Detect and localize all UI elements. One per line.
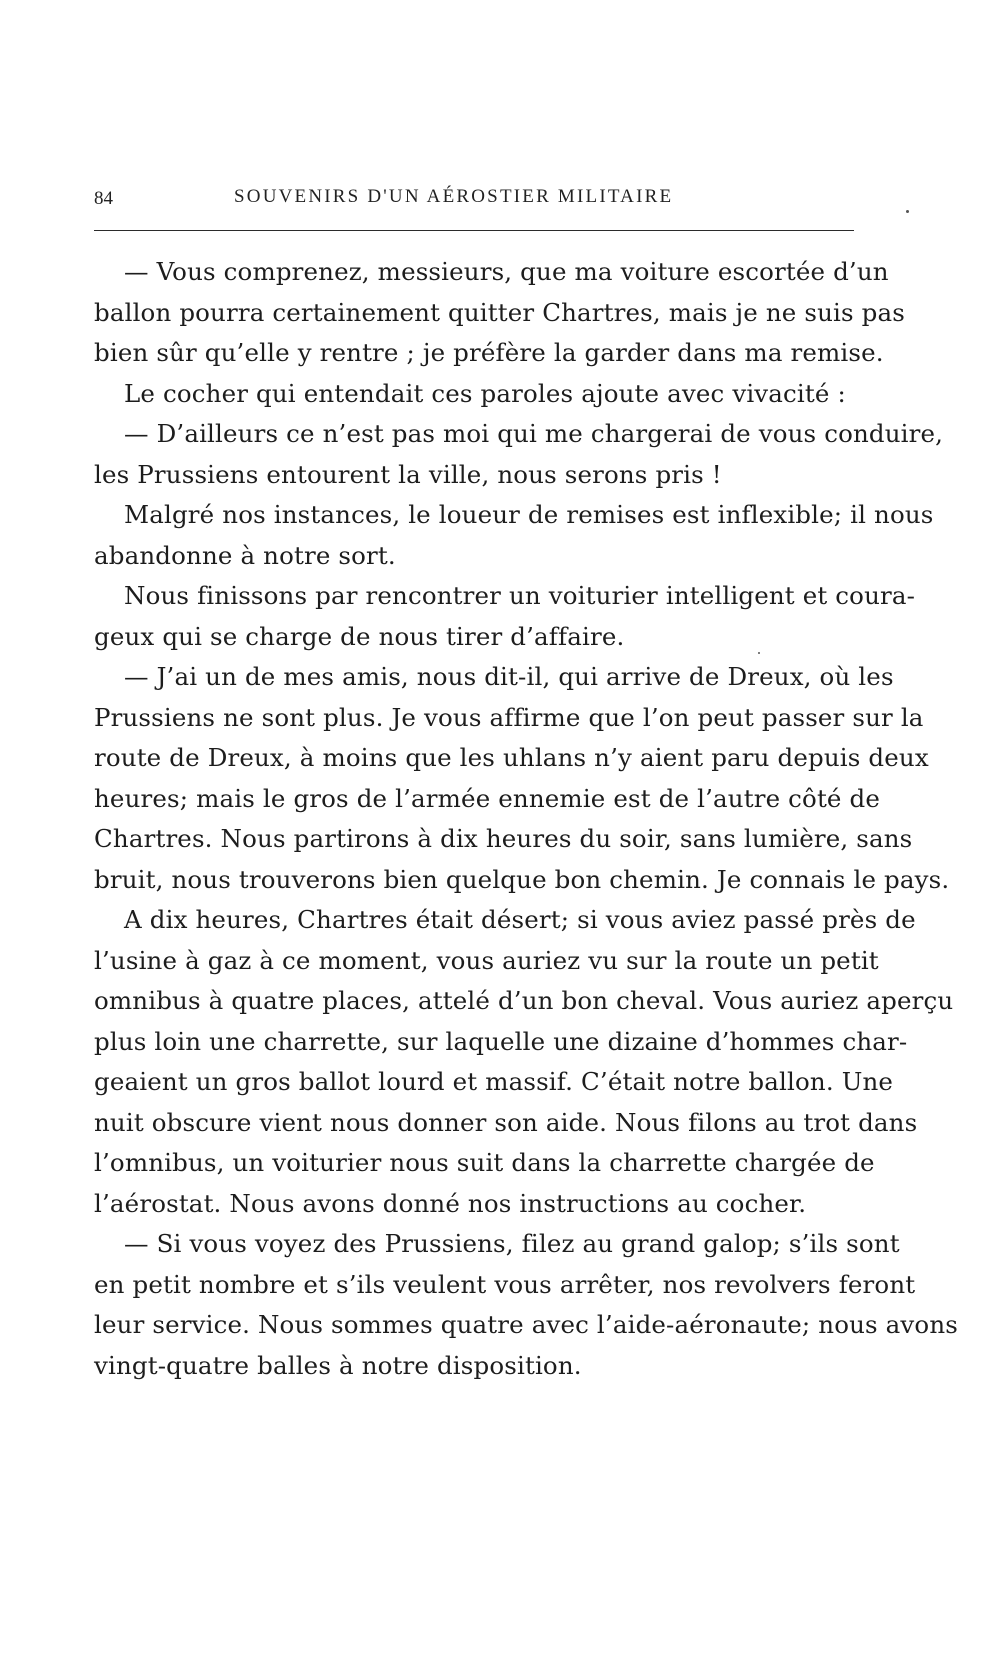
header-rule [94, 230, 854, 231]
running-title: SOUVENIRS D'UN AÉROSTIER MILITAIRE [234, 186, 674, 207]
text-line: — J’ai un de mes amis, nous dit-il, qui arrive de Dreux, où les [124, 662, 894, 691]
body-text [94, 252, 958, 1386]
text-line: omnibus à quatre places, attelé d’un bon cheval. Vous auriez aperçu [94, 986, 954, 1015]
text-line: les Prussiens entourent la ville, nous serons pris ! [94, 459, 722, 489]
text-line: ballon pourra certainement quitter Chartres, mais je ne suis pas [94, 297, 905, 327]
text-line: geaient un gros ballot lourd et massif. C’était notre ballon. Une [94, 1067, 894, 1096]
text-line: — D’ailleurs ce n’est pas moi qui me chargerai de vous conduire, [124, 419, 944, 448]
text-line: geux qui se charge de nous tirer d’affaire. [94, 621, 625, 651]
text-line: l’usine à gaz à ce moment, vous auriez vu sur la route un petit [94, 945, 879, 975]
text-line: leur service. Nous sommes quatre avec l’aide-aéronaute; nous avons [94, 1310, 958, 1339]
text-line: bien sûr qu’elle y rentre ; je préfère la garder dans ma remise. [94, 338, 884, 367]
text-line: bruit, nous trouverons bien quelque bon chemin. Je connais le pays. [94, 864, 950, 894]
running-head [94, 186, 854, 218]
text-line: nuit obscure vient nous donner son aide. Nous filons au trot dans [94, 1107, 918, 1137]
text-line: Chartres. Nous partirons à dix heures du soir, sans lumière, sans [94, 824, 913, 853]
scan-speck [906, 210, 909, 213]
text-line: Le cocher qui entendait ces paroles ajoute avec vivacité : [124, 378, 846, 408]
scan-speck [758, 652, 760, 654]
text-line: Malgré nos instances, le loueur de remises est inflexible; il nous [124, 500, 934, 529]
text-line: — Si vous voyez des Prussiens, filez au grand galop; s’ils sont [124, 1229, 900, 1258]
text-line: Nous finissons par rencontrer un voiturier intelligent et coura- [124, 581, 916, 610]
text-line: abandonne à notre sort. [94, 540, 396, 570]
text-line: heures; mais le gros de l’armée ennemie est de l’autre côté de [94, 783, 881, 813]
text-line: l’aérostat. Nous avons donné nos instructions au cocher. [94, 1188, 807, 1218]
text-line: vingt-quatre balles à notre disposition. [94, 1350, 582, 1380]
text-line: l’omnibus, un voiturier nous suit dans la charrette chargée de [94, 1148, 875, 1177]
text-line: en petit nombre et s’ils veulent vous arrêter, nos revolvers feront [94, 1269, 916, 1299]
text-line: A dix heures, Chartres était désert; si vous aviez passé près de [124, 905, 916, 934]
text-line: Prussiens ne sont plus. Je vous affirme que l’on peut passer sur la [94, 702, 924, 732]
text-line: route de Dreux, à moins que les uhlans n’y aient paru depuis deux [94, 743, 929, 772]
text-line: — Vous comprenez, messieurs, que ma voiture escortée d’un [124, 257, 889, 286]
text-line: plus loin une charrette, sur laquelle une dizaine d’hommes char- [94, 1026, 908, 1056]
page-number: 84 [94, 188, 113, 209]
